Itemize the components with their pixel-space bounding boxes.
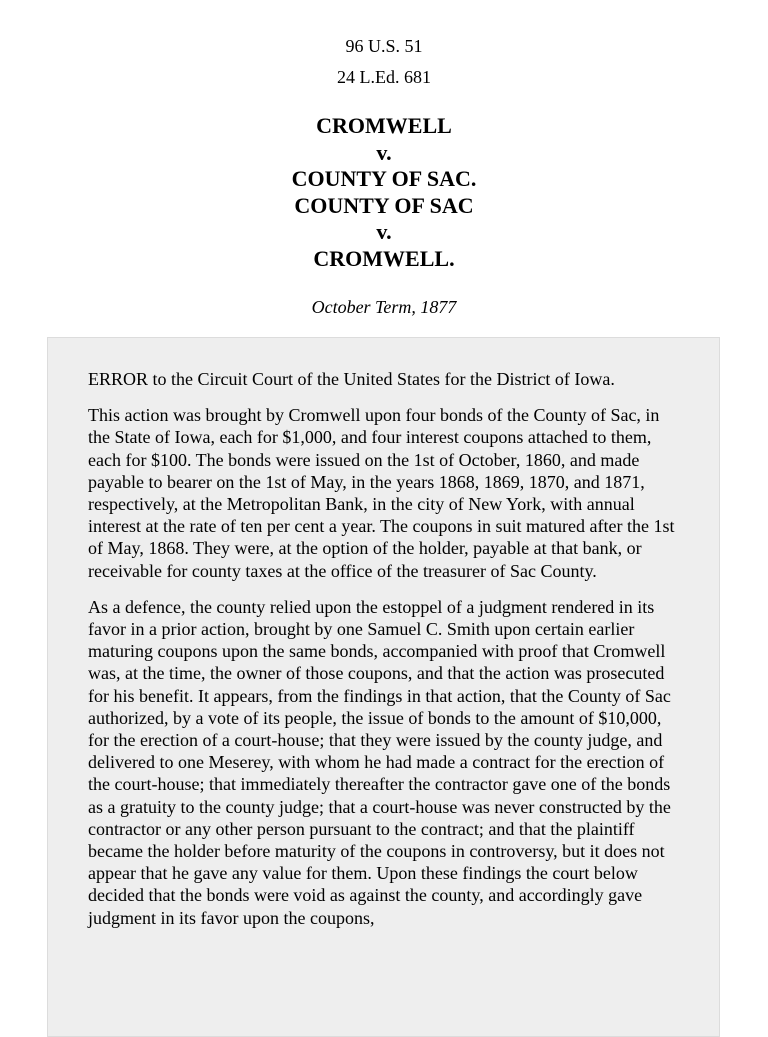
court-term: October Term, 1877 <box>311 297 457 317</box>
title-line: COUNTY OF SAC. <box>291 166 477 191</box>
paragraph-error-notice: ERROR to the Circuit Court of the United States for the District of Iowa. <box>88 369 615 389</box>
title-line: COUNTY OF SAC <box>294 192 474 218</box>
case-title <box>0 113 768 272</box>
paragraph-action-description: This action was brought by Cromwell upon four bonds of the County of Sac, in the State of Iowa, each for $1,000, and four interest coupons attached to them, each for $100. The bonds were issued on the 1st of October, 1860, and made payable to bearer on the 1st of May, in the years 1868, 1869, 1870, and 1871, respectively, at the Metropolitan Bank, in the city of New York, with annual interest at the rate of ten per cent a year. The coupons in suit matured after the 1st of May, 1868. They were, at the option of the holder, payable at that bank, or receivable for county taxes at the office of the treasurer of Sac County. <box>88 405 675 581</box>
title-line: v. <box>376 219 392 244</box>
title-line: CROMWELL. <box>313 245 455 271</box>
title-line: v. <box>376 139 392 165</box>
title-line: CROMWELL <box>316 113 452 138</box>
citation-us-reports: 96 U.S. 51 <box>345 36 423 56</box>
opinion-content-box <box>47 337 720 1037</box>
citation-lawyers-edition: 24 L.Ed. 681 <box>337 67 431 87</box>
opinion-text <box>48 338 719 929</box>
paragraph-defence: As a defence, the county relied upon the estoppel of a judgment rendered in its favor in a prior action, brought by one Samuel C. Smith upon certain earlier maturing coupons upon the same bonds, accompanied with proof that Cromwell was, at the time, the owner of those coupons, and that the action was prosecuted for his benefit. It appears, from the findings in that action, that the County of Sac authorized, by a vote of its people, the issue of bonds to the amount of $10,000, for the erection of a court-house; that they were issued by the county judge, and delivered to one Meserey, with whom he had made a contract for the erection of the court-house; that immediately thereafter the contractor gave one of the bonds as a gratuity to the county judge; that a court-house was never constructed by the contractor or any other person pursuant to the contract; and that the plaintiff became the holder before maturity of the coupons in controversy, but it does not appear that he gave any value for them. Upon these findings the court below decided that the bonds were void as against the county, and accordingly gave judgment in its favor upon the coupons, <box>88 596 671 928</box>
